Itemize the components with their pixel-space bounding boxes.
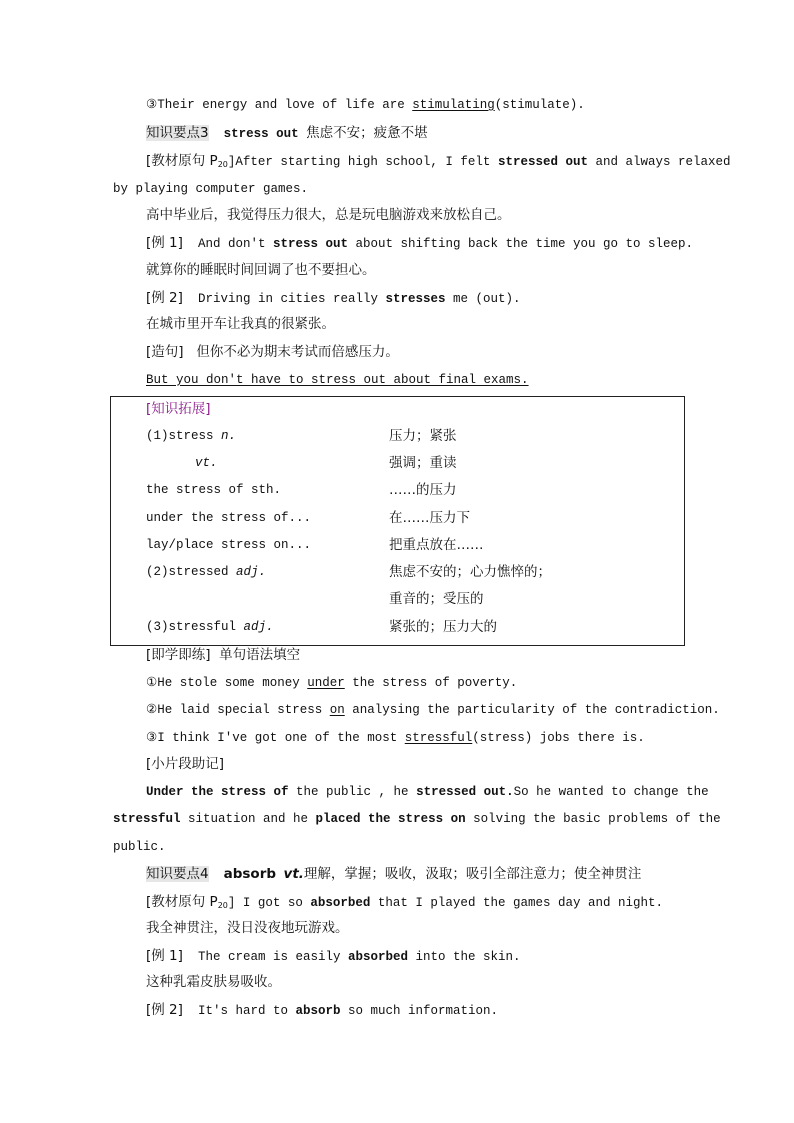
pos: adj. [243,620,274,634]
text: So he wanted to change the [513,785,709,799]
make-label: [造句] [146,344,184,360]
box-row-meaning: 把重点放在…… [389,537,484,553]
box-row-meaning: 紧张的；压力大的 [389,619,497,635]
text: Driving in cities really [197,292,386,306]
example-label: [例 1] [146,948,183,964]
keyword: absorb [295,1004,341,1018]
keyword: Under the stress of [146,785,289,799]
memo-label: [小片段助记] [146,756,225,772]
answer: stressful [404,731,473,745]
box-row-meaning: 压力；紧张 [389,428,457,444]
knowledge-expansion-box [110,396,685,646]
entry: (2)stressed [146,565,237,579]
kp-label: 知识要点4 [146,866,209,882]
example-label: [例 2] [146,290,183,306]
kp4-example-1-translation: 这种乳霜皮肤易吸收。 [146,974,281,990]
memo-line-1 [146,783,709,801]
textbook-source-4 [146,893,663,915]
practice-heading [146,646,300,664]
text: (stimulate). [494,98,585,112]
keyword: placed the stress on [315,812,466,826]
text: ③Their energy and love of life are [146,98,413,112]
keyword: stress out [272,237,348,251]
practice-title: 单句语法填空 [219,647,301,663]
text: about shifting back the time you go to sleep. [347,237,694,251]
make-prompt: 但你不必为期末考试而倍感压力。 [196,344,399,360]
box-row [146,427,236,445]
answer: stimulating [412,98,495,112]
entry: (1)stress [146,429,222,443]
page-number: 20 [217,160,228,169]
example-2-translation: 在城市里开车让我真的很紧张。 [146,316,335,332]
textbook-source-3-cont: by playing computer games. [113,182,309,196]
keyword: stressed out. [416,785,514,799]
text: into the skin. [407,950,521,964]
memo-line-3: public. [113,840,166,854]
box-row: lay/place stress on... [146,538,312,552]
text: solving the basic problems of the [465,812,721,826]
box-row-meaning: 焦虑不安的；心力憔悴的； [389,564,551,580]
box-row-meaning: 强调；重读 [389,455,457,471]
box-row: the stress of sth. [146,483,282,497]
example-1-translation: 就算你的睡眠时间回调了也不要担心。 [146,262,376,278]
box-row-meaning: ……的压力 [389,482,457,498]
box-title: [知识拓展] [146,401,211,417]
text: and always relaxed [587,155,731,169]
text: that I played the games day and night. [370,896,663,910]
kp-pos: vt. [283,866,304,882]
box-row-meaning: 重音的；受压的 [389,591,484,607]
textbook-source-3 [146,152,730,174]
practice-q1 [146,674,517,692]
text: analysing the particularity of the contradiction. [344,703,720,717]
box-row-meaning: 在……压力下 [389,510,470,526]
textbook-source-4-translation: 我全神贯注，没日没夜地玩游戏。 [146,920,349,936]
knowledge-point-4-heading [146,865,641,884]
text: [教材原句 P [146,894,218,910]
text: so much information. [340,1004,499,1018]
practice-label: [即学即练] [146,647,211,663]
box-row: under the stress of... [146,511,312,525]
answer: under [307,676,345,690]
keyword: stresses [385,292,446,306]
keyword: absorbed [347,950,408,964]
text: the stress of poverty. [344,676,518,690]
text: ①He stole some money [146,676,308,690]
keyword: stressful [113,812,181,826]
box-row [146,563,266,581]
example-2 [146,289,521,308]
text: ②He laid special stress [146,703,330,717]
text: ]After starting high school, I felt [227,155,498,169]
make-sentence [146,343,399,361]
text: [教材原句 P [146,153,218,169]
text: (stress) jobs there is. [472,731,645,745]
kp-meaning: 焦虑不安；疲惫不堪 [306,125,428,141]
kp-meaning: 理解，掌握；吸收，汲取；吸引全部注意力；使全神贯注 [303,866,642,882]
kp-label: 知识要点3 [146,125,209,141]
kp-term: absorb [223,866,277,882]
text: And don't [197,237,273,251]
memo-line-2 [113,810,721,828]
example-1 [146,234,693,253]
text: the public , he [288,785,417,799]
entry: (3)stressful [146,620,244,634]
keyword: stressed out [497,155,588,169]
text: ③I think I've got one of the most [146,731,405,745]
textbook-source-3-translation: 高中毕业后，我觉得压力很大，总是玩电脑游戏来放松自己。 [146,207,511,223]
text: me (out). [445,292,521,306]
text: It's hard to [197,1004,296,1018]
page-number: 20 [217,901,228,910]
text: situation and he [180,812,316,826]
practice-q3 [146,729,645,747]
pos: adj. [236,565,267,579]
make-sentence-answer: But you don't have to stress out about final exams. [146,373,529,387]
keyword: absorbed [310,896,371,910]
kp4-example-1 [146,947,521,966]
box-row [146,618,274,636]
answer: on [329,703,345,717]
text: The cream is easily [197,950,348,964]
kp4-example-2 [146,1001,498,1020]
text: ] I got so [227,896,311,910]
practice-q2 [146,701,720,719]
knowledge-point-3-heading [146,124,428,143]
example-label: [例 1] [146,235,183,251]
box-row-pos: vt. [195,456,218,470]
item-3-sentence [146,96,585,114]
kp-term: stress out [223,127,299,141]
example-label: [例 2] [146,1002,183,1018]
pos: n. [221,429,237,443]
